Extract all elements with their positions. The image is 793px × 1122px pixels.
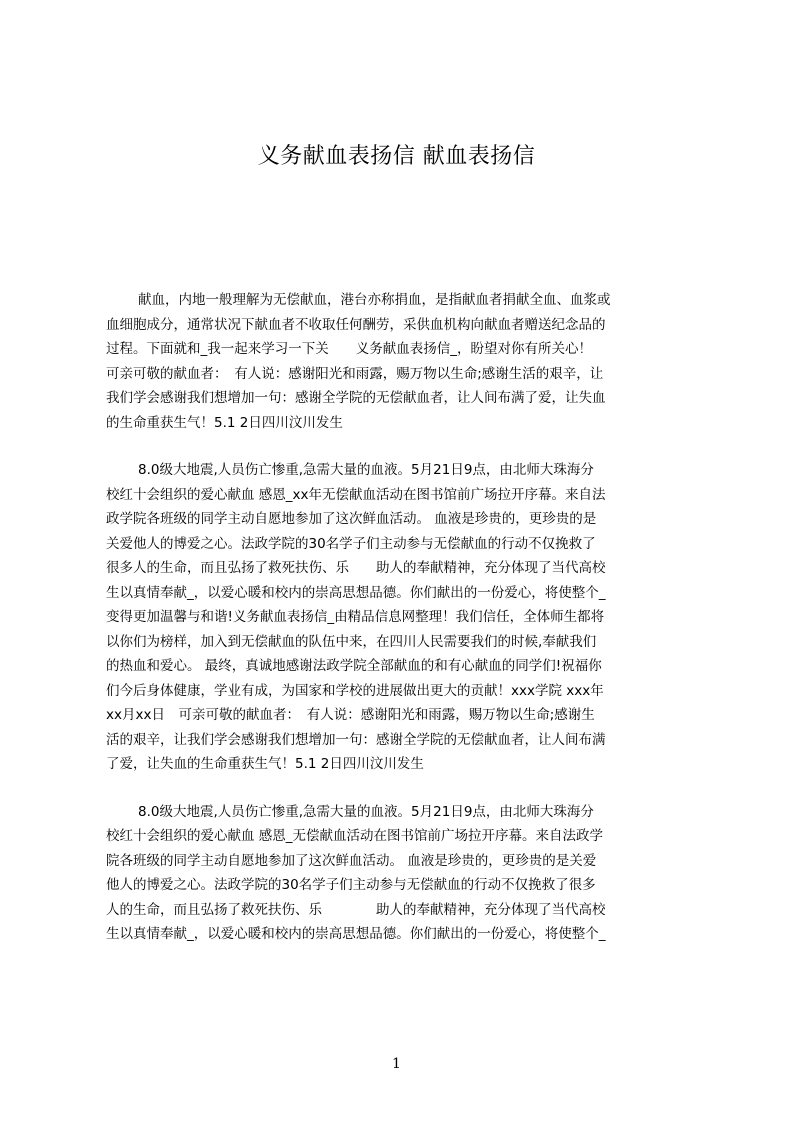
text-line: 校红十会组织的爱心献血 感恩_xx年无偿献血活动在图书馆前广场拉开序幕。来自法 [106, 486, 606, 503]
text-line: 校红十会组织的爱心献血 感恩_无偿献血活动在图书馆前广场拉开序幕。来自法政学 [106, 828, 604, 844]
text-line: 很多人的生命，而且弘扬了救死扶伤、乐 助人的奉献精神，充分体现了当代高校 [106, 560, 606, 576]
text-line: 的热血和爱心。 最终，真诚地感谢法政学院全部献血的和有心献血的同学们!祝福你 [106, 658, 602, 674]
document-body [106, 288, 700, 947]
text-line: 了爱，让失血的生命重获生气！5.1 2日四川汶川发生 [106, 756, 424, 772]
text-line: 变得更加温馨与和谐!义务献血表扬信_由精品信息网整理！我们信任，全体师生都将 [106, 609, 605, 625]
text-line: 以你们为榜样，加入到无偿献血的队伍中来，在四川人民需要我们的时候,奉献我们 [106, 633, 597, 650]
text-line: xx月xx日 可亲可敬的献血者： 有人说：感谢阳光和雨露，赐万物以生命;感谢生 [106, 707, 595, 723]
text-line: 可亲可敬的献血者： 有人说：感谢阳光和雨露，赐万物以生命;感谢生活的艰辛，让 [106, 365, 604, 382]
paragraph-2 [106, 458, 700, 777]
text-line: 8.0级大地震,人员伤亡惨重,急需大量的血液。5月21日9点，由北师大珠海分 [138, 803, 594, 820]
text-line: 他人的博爱之心。法政学院的30名学子们主动参与无偿献血的行动不仅挽救了很多 [106, 877, 596, 893]
text-line: 8.0级大地震,人员伤亡惨重,急需大量的血液。5月21日9点，由北师大珠海分 [138, 462, 594, 478]
text-line: 们今后身体健康，学业有成，为国家和学校的进展做出更大的贡献！xxx学院 xxx年 [106, 682, 604, 699]
text-line: 生以真情奉献_，以爱心暖和校内的崇高思想品德。你们献出的一份爱心，将使整个_ [106, 584, 606, 601]
document-title: 义务献血表扬信 献血表扬信 [257, 144, 536, 169]
text-line: 人的生命，而且弘扬了救死扶伤、乐 助人的奉献精神，充分体现了当代高校 [106, 901, 606, 918]
text-line: 的生命重获生气！5.1 2日四川汶川发生 [106, 414, 343, 431]
page-number: 1 [392, 1056, 401, 1072]
text-line: 过程。下面就和_我一起来学习一下关 义务献血表扬信_，盼望对你有所关心！ [106, 341, 592, 357]
text-line: 生以真情奉献_，以爱心暖和校内的崇高思想品德。你们献出的一份爱心，将使整个_ [106, 926, 606, 942]
text-line: 血细胞成分，通常状况下献血者不收取任何酬劳，采供血机构向献血者赠送纪念品的 [106, 316, 606, 333]
text-line: 我们学会感谢我们想增加一句：感谢全学院的无偿献血者，让人间布满了爱，让失血 [106, 390, 606, 406]
text-line: 关爱他人的博爱之心。法政学院的30名学子们主动参与无偿献血的行动不仅挽救了 [106, 535, 596, 552]
text-line: 活的艰辛，让我们学会感谢我们想增加一句：感谢全学院的无偿献血者，让人间布满 [106, 731, 606, 748]
paragraph-1 [106, 288, 700, 435]
text-line: 政学院各班级的同学主动自愿地参加了这次鲜血活动。 血液是珍贵的，更珍贵的是 [106, 511, 597, 527]
paragraph-3 [106, 800, 700, 947]
text-line: 院各班级的同学主动自愿地参加了这次鲜血活动。 血液是珍贵的，更珍贵的是关爱 [106, 852, 597, 869]
text-line: 献血，内地一般理解为无偿献血，港台亦称捐血，是指献血者捐献全血、血浆或 [138, 292, 611, 308]
